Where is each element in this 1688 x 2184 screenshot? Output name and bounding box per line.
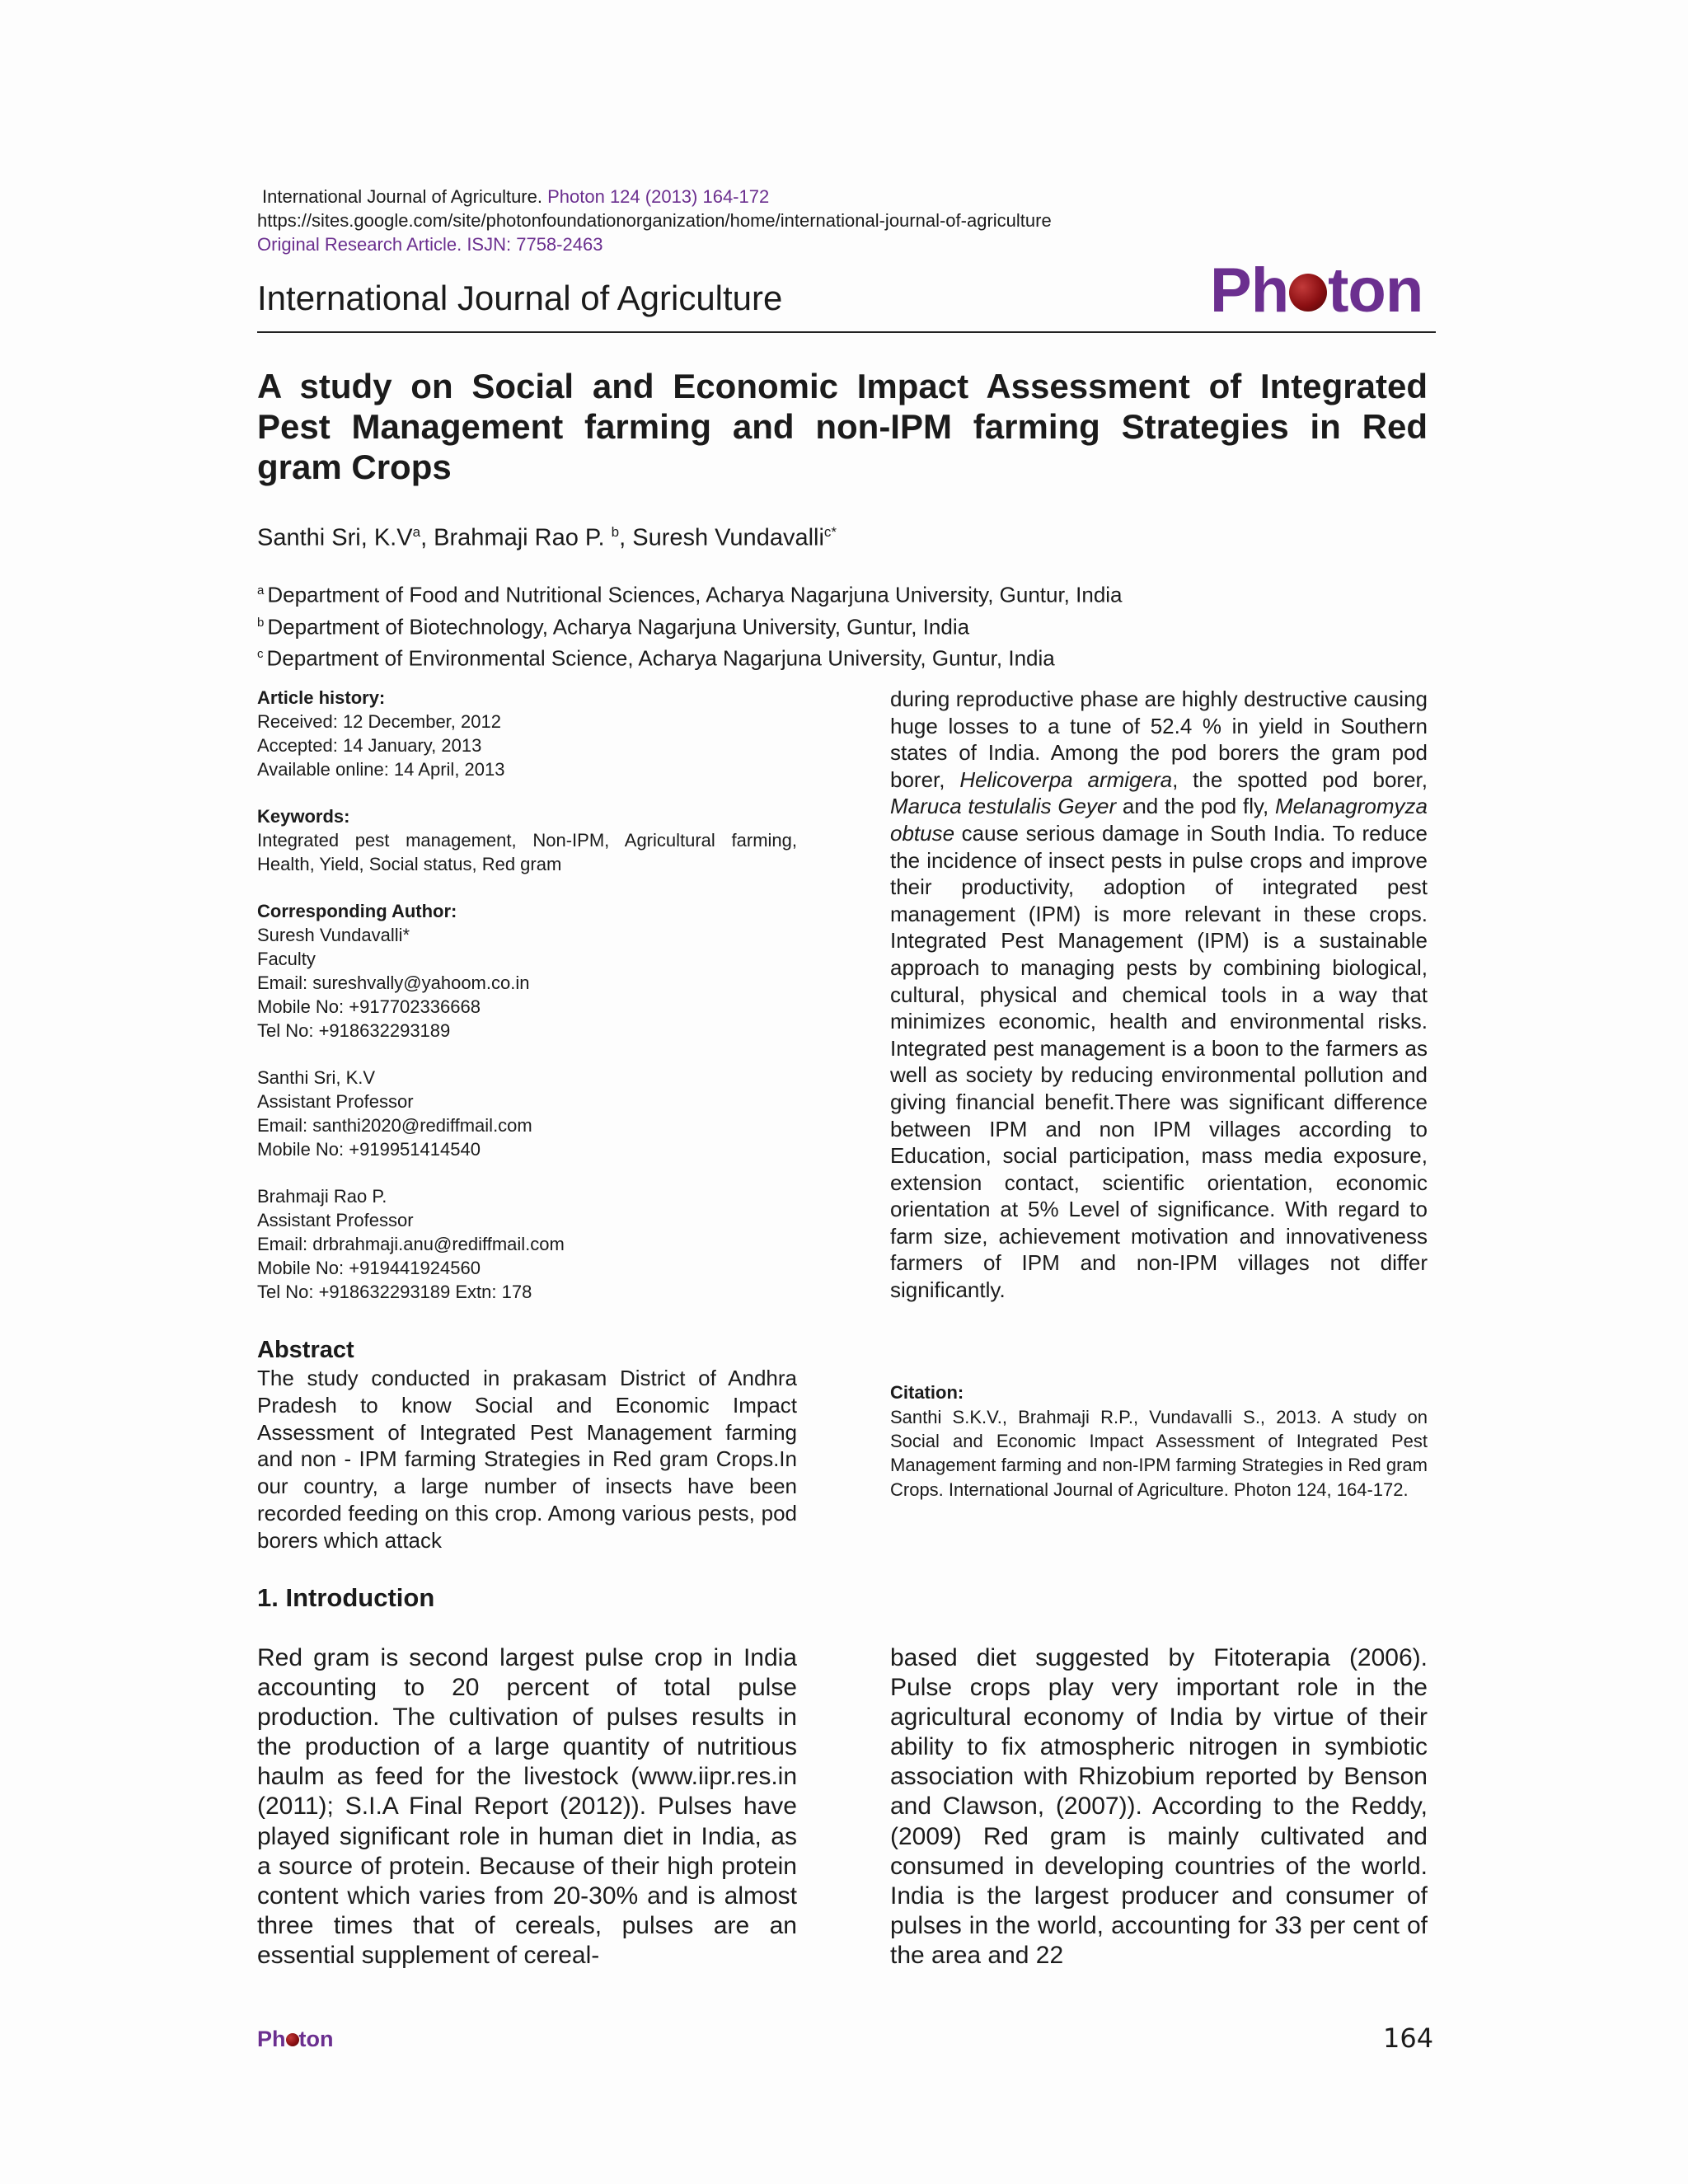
- article-info: [257, 686, 797, 1327]
- footer-logo: Ph ton: [257, 2027, 334, 2051]
- page-number: 164: [1383, 2022, 1434, 2054]
- introduction-text-left: Red gram is second largest pulse crop in India accounting to 20 percent of total pulse production. The cultivation of pulses results in the production of a large quantity of nutritious haulm as feed for the livestock (www.iipr.res.in (2011); S.I.A Final Report (2012)). Pulses have played significant role in human diet in India, as a source of protein. Because of their high protein content which varies from 20-30% and is almost three times that of cereals, pulses are an essential supplement of cereal-: [257, 1644, 797, 1969]
- email-link[interactable]: Email: santhi2020@rediffmail.com: [257, 1115, 532, 1136]
- journal-line: International Journal of Agriculture.: [262, 186, 542, 207]
- introduction-text-right: based diet suggested by Fitoterapia (2006). Pulse crops play very important role in the agricultural economy of India by virtue of their ability to fix atmospheric nitrogen in symbiotic association with Rhizobium reported by Benson and Clawson, (2007)). According to the Reddy, (2009) Red gram is mainly cultivated and consumed in developing countries of the world. India is the largest producer and consumer of pulses in the world, accounting for 33 per cent of the area and 22: [890, 1644, 1428, 1969]
- abstract-text-left: The study conducted in prakasam District of Andhra Pradesh to know Social and Economic Impact Assessment of Integrated Pest Management farming and non - IPM farming Strategies in Red gram Crops.In our country, a large number of insects have been recorded feeding on this crop. Among various pests, pod borers which attack: [257, 1366, 797, 1553]
- article-history: Article history: Received: 12 December, 2012 Accepted: 14 January, 2013 Available online: 14 April, 2013: [257, 687, 505, 780]
- affiliations: [257, 577, 1123, 673]
- volume-line: Photon 124 (2013) 164-172: [547, 186, 770, 207]
- abstract-heading: Abstract: [257, 1337, 354, 1363]
- author-2: , Brahmaji Rao P.: [420, 524, 612, 551]
- author-3: , Suresh Vundavalli: [619, 524, 824, 551]
- journal-citation-line: [262, 185, 769, 209]
- author-1: Santhi Sri, K.V: [257, 524, 413, 551]
- logo-dot-icon: [286, 2033, 299, 2046]
- paper-title: A study on Social and Economic Impact Assessment of Integrated Pest Management farming and non-IPM farming Strategies in Red gram Crops: [257, 367, 1428, 486]
- journal-url[interactable]: https://sites.google.com/site/photonfoundationorganization/home/international-journal-of-agriculture: [257, 210, 1052, 231]
- email-link[interactable]: Email: sureshvally@yahoom.co.in: [257, 972, 530, 993]
- affiliation-b: $^b$ Department of Biotechnology, Acharya Nagarjuna University, Guntur, India: [257, 614, 970, 640]
- affiliation-c: $^c$ Department of Environmental Science, Acharya Nagarjuna University, Guntur, India: [257, 645, 1055, 671]
- species-name: Maruca testulalis Geyer: [890, 794, 1117, 819]
- author-contact-3: Brahmaji Rao P. Assistant Professor Email: drbrahmaji.anu@rediffmail.com Mobile No: +919441924560 Tel No: +918632293189 Extn: 178: [257, 1184, 797, 1304]
- introduction-heading: 1. Introduction: [257, 1583, 435, 1612]
- photon-logo: Ph ton: [1210, 255, 1423, 326]
- abstract-text-right: during reproductive phase are highly destructive causing huge losses to a tune of 52.4 % in yield in Southern states of India. Among the pod borers the gram pod borer, Helicoverpa armigera, the spotted pod borer, Maruca testulalis Geyer and the pod fly, Melanagromyza obtuse cause serious damage in South India. To reduce the incidence of insect pests in pulse crops and improve their productivity, adoption of integrated pest management (IPM) is more relevant in these crops. Integrated Pest Management (IPM) is a sustainable approach to managing pests by combining biological, cultural, physical and chemical tools in a way that minimizes economic, health and environmental risks. Integrated pest management is a boon to the farmers as well as society by reducing environmental pollution and giving financial benefit.There was significant difference between IPM and non IPM villages according to Education, social participation, mass media exposure, extension contact, scientific orientation, economic orientation at 5% Level of significance. With regard to farm size, achievement motivation and innovativeness farmers of IPM and non-IPM villages not differ significantly.: [890, 687, 1428, 1303]
- journal-name: International Journal of Agriculture: [257, 279, 783, 317]
- species-name: Helicoverpa armigera: [959, 766, 1173, 792]
- citation-heading: Citation:: [890, 1382, 964, 1403]
- author-list: Santhi Sri, $K.V^a$, Brahmaji Rao P. $^b$, Suresh Vundavalli$^{c*}$: [257, 524, 837, 551]
- email-link[interactable]: Email: drbrahmaji.anu@rediffmail.com: [257, 1234, 565, 1254]
- corresponding-author: Corresponding Author: Suresh Vundavalli* Faculty Email: sureshvally@yahoom.co.in Mobile No: +917702336668 Tel No: +918632293189: [257, 899, 797, 1043]
- header-rule: [257, 331, 1436, 333]
- keywords: Keywords: Integrated pest management, Non-IPM, Agricultural farming, Health, Yield, Social status, Red gram: [257, 806, 797, 874]
- affiliation-a: $^a$ Department of Food and Nutritional Sciences, Acharya Nagarjuna University, Guntur, India: [257, 582, 1123, 607]
- citation-text: Santhi S.K.V., Brahmaji R.P., Vundavalli S., 2013. A study on Social and Economic Impact Assessment of Integrated Pest Management farming and non-IPM farming Strategies in Red gram Crops. International Journal of Agriculture. Photon 124, 164-172.: [890, 1407, 1428, 1500]
- logo-dot-icon: [1289, 274, 1327, 312]
- species-name: Melanagromyza obtuse: [890, 794, 1428, 846]
- author-contact-2: Santhi Sri, K.V Assistant Professor Email: santhi2020@rediffmail.com Mobile No: +919951414540: [257, 1066, 797, 1161]
- article-type: Original Research Article. ISJN: 7758-2463: [257, 234, 603, 255]
